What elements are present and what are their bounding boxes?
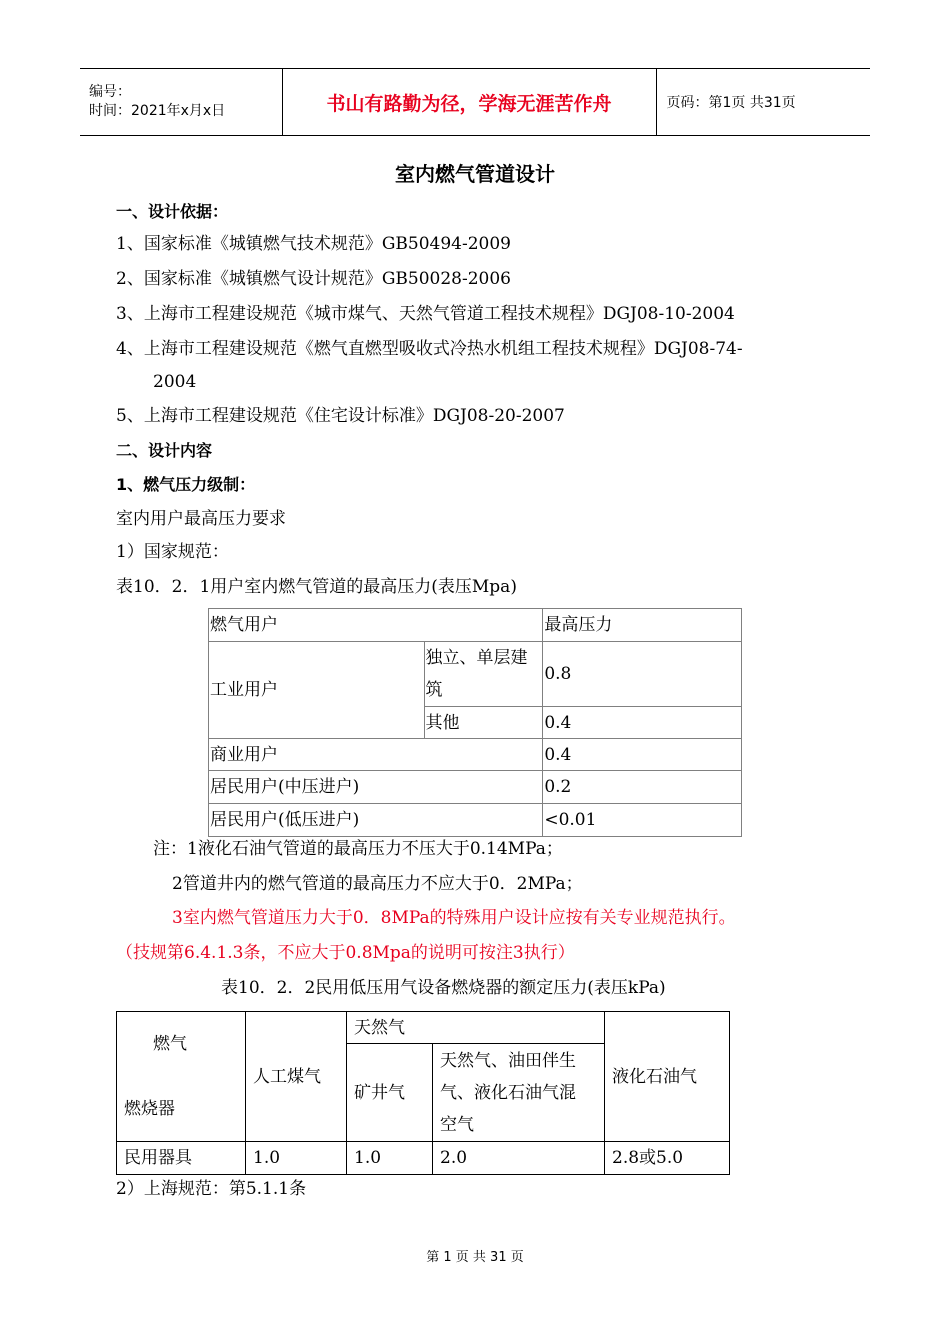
page-footer: 第 1 页 共 31 页 (426, 1250, 524, 1265)
t2-header-natural: 天然气 (347, 1012, 605, 1044)
national-spec-label: 1）国家规范： (116, 542, 229, 562)
basis-item-5: 5、上海市工程建设规范《住宅设计标准》DGJ08-20-2007 (116, 406, 565, 426)
document-header (80, 68, 870, 136)
t1-header-pressure: 最高压力 (543, 609, 742, 642)
note-4: （技规第6.4.1.3条，不应大于0.8Mpa的说明可按注3执行） (116, 943, 575, 963)
t1-independent: 独立、单层建 筑 (424, 642, 543, 707)
basis-item-3: 3、上海市工程建设规范《城市煤气、天然气管道工程技术规程》DGJ08-10-2004 (116, 304, 735, 324)
table2-caption: 表10．2．2民用低压用气设备燃烧器的额定压力(表压kPa) (221, 978, 666, 998)
t1-commercial: 商业用户 (209, 739, 543, 771)
max-pressure-table (208, 608, 742, 837)
t2-header-gas-burner: 燃气 燃烧器 (117, 1012, 246, 1142)
t2-artificial-value: 1.0 (246, 1142, 347, 1175)
section2-heading: 二、设计内容 (116, 441, 213, 460)
note-2: 2管道井内的燃气管道的最高压力不应大于0．2MPa； (172, 874, 583, 894)
basis-item-4-cont: 2004 (153, 372, 197, 392)
date-label: 时间：2021年x月x日 (89, 103, 226, 119)
burner-pressure-table (116, 1011, 730, 1175)
basis-item-4: 4、上海市工程建设规范《燃气直燃型吸收式冷热水机组工程技术规程》DGJ08-74- (116, 339, 743, 359)
t2-lpg-value: 2.8或5.0 (605, 1142, 730, 1175)
header-meta (80, 69, 282, 136)
t1-industrial: 工业用户 (209, 642, 425, 739)
t2-natural-mix-value: 2.0 (433, 1142, 605, 1175)
t2-header-natural-mix: 天然气、油田伴生 气、液化石油气混 空气 (433, 1044, 605, 1142)
note-1: 注：1液化石油气管道的最高压力不压大于0.14MPa； (153, 839, 563, 859)
basis-item-2: 2、国家标准《城镇燃气设计规范》GB50028-2006 (116, 269, 511, 289)
t2-mine-value: 1.0 (347, 1142, 433, 1175)
number-label: 编号： (89, 84, 131, 100)
t1-other: 其他 (424, 707, 543, 739)
table1-caption: 表10．2．1用户室内燃气管道的最高压力(表压Mpa) (116, 577, 517, 597)
note-3: 3室内燃气管道压力大于0．8MPa的特殊用户设计应按有关专业规范执行。 (172, 908, 736, 928)
t1-other-value: 0.4 (543, 707, 742, 739)
t2-header-artificial: 人工煤气 (246, 1012, 347, 1142)
shanghai-spec-label: 2）上海规范：第5.1.1条 (116, 1179, 307, 1199)
t1-residential-mid: 居民用户(中压进户) (209, 771, 543, 804)
t2-header-mine: 矿井气 (347, 1044, 433, 1142)
t1-residential-mid-value: 0.2 (543, 771, 742, 804)
t1-header-user: 燃气用户 (209, 609, 543, 642)
page-title: 室内燃气管道设计 (395, 162, 555, 186)
section1-heading: 一、设计依据： (116, 202, 229, 221)
pressure-class-heading: 1、燃气压力级制： (116, 475, 256, 494)
t1-residential-low: 居民用户(低压进户) (209, 804, 543, 837)
t1-commercial-value: 0.4 (543, 739, 742, 771)
header-page-info: 页码：第1页 共31页 (656, 69, 870, 136)
t1-independent-value: 0.8 (543, 642, 742, 707)
t2-header-lpg: 液化石油气 (605, 1012, 730, 1142)
indoor-pressure-intro: 室内用户最高压力要求 (116, 509, 286, 529)
t2-civil: 民用器具 (117, 1142, 246, 1175)
header-motto: 书山有路勤为径，学海无涯苦作舟 (282, 69, 656, 136)
t1-residential-low-value: <0.01 (543, 804, 742, 837)
basis-item-1: 1、国家标准《城镇燃气技术规范》GB50494-2009 (116, 234, 511, 254)
